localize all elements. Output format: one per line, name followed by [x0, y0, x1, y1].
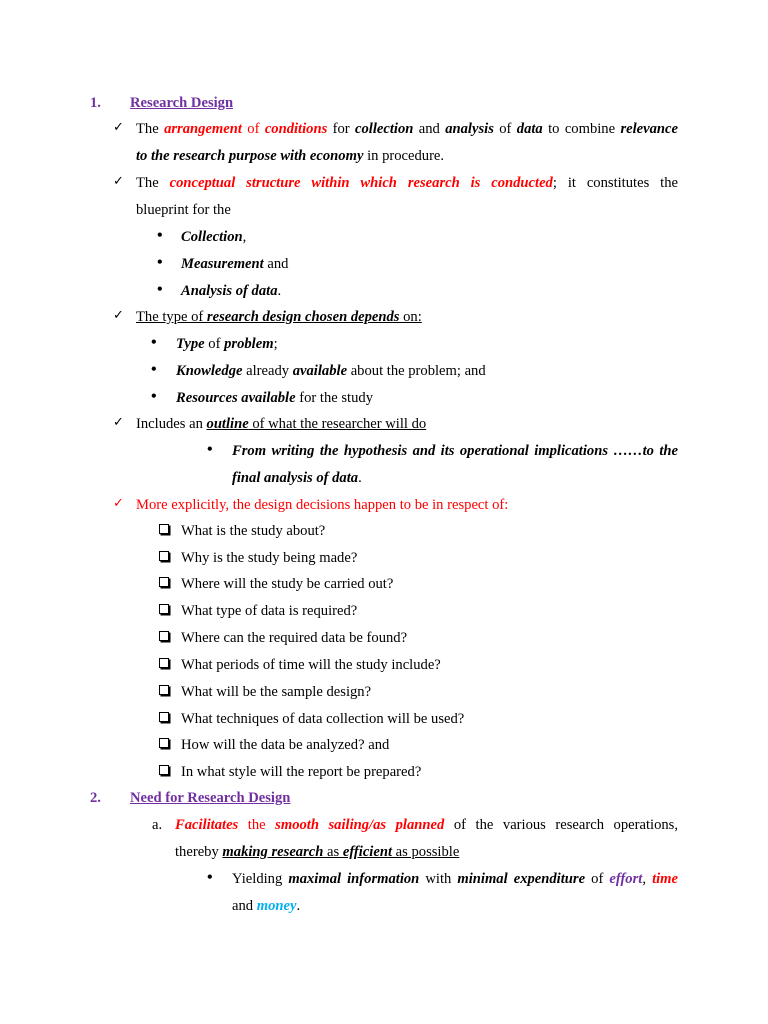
- check-mark-icon: ✓: [113, 174, 124, 189]
- check-mark-icon: ✓: [113, 120, 124, 135]
- text-run: Measurement: [181, 256, 264, 272]
- text-run: The: [136, 121, 165, 137]
- text-run: maximal information: [288, 871, 420, 887]
- list-item: [232, 870, 678, 888]
- text-run: collection: [355, 121, 414, 137]
- list-item: [181, 282, 281, 300]
- text-run: smooth sailing/as planned: [275, 817, 445, 833]
- text-run: of the various research operations,: [444, 817, 678, 833]
- question-item: What will be the sample design?: [181, 684, 372, 700]
- text-run: thereby: [175, 844, 223, 860]
- text-run: From writing the hypothesis and its operational implications ……to the: [232, 443, 678, 459]
- text-run: data: [516, 121, 543, 137]
- text-run: for: [327, 121, 356, 137]
- text-run: ,: [242, 229, 247, 245]
- check-mark-icon: ✓: [113, 308, 124, 323]
- text-run: of what the researcher will do: [248, 416, 427, 432]
- bullet-dot-icon: •: [157, 254, 163, 271]
- text-run: as possible: [392, 844, 460, 860]
- question-item: In what style will the report be prepared?: [181, 764, 422, 780]
- text-run: of: [241, 121, 265, 137]
- text-run: Yielding: [232, 871, 289, 887]
- question-item: What type of data is required?: [181, 603, 358, 619]
- text-run: Collection: [181, 229, 243, 245]
- text-run: of: [585, 871, 610, 887]
- question-item: What periods of time will the study include?: [181, 657, 441, 673]
- bullet-dot-icon: •: [157, 227, 163, 244]
- question-item: How will the data be analyzed? and: [181, 737, 390, 753]
- paragraph-line: [175, 816, 678, 834]
- text-run: effort: [609, 871, 643, 887]
- checkbox-square-icon: [159, 551, 169, 561]
- list-item: [181, 228, 246, 246]
- section-number: 1.: [90, 95, 101, 111]
- text-run: research design chosen depends: [206, 309, 400, 325]
- paragraph-line: [136, 201, 231, 219]
- text-run: arrangement: [164, 121, 242, 137]
- text-run: Resources available: [176, 390, 296, 406]
- text-run: problem: [224, 336, 274, 352]
- bullet-dot-icon: •: [157, 281, 163, 298]
- text-run: relevance: [620, 121, 678, 137]
- checkbox-square-icon: [159, 658, 169, 668]
- text-run: and: [263, 256, 289, 272]
- text-run: of: [493, 121, 517, 137]
- text-run: to the research purpose with economy: [136, 148, 364, 164]
- list-item: [176, 335, 278, 353]
- text-run: Analysis of data: [181, 283, 278, 299]
- paragraph-line: [175, 843, 459, 861]
- list-item: [181, 255, 288, 273]
- text-run: .: [296, 898, 301, 914]
- bullet-dot-icon: •: [151, 388, 157, 405]
- list-item-continued: [232, 897, 300, 915]
- bullet-dot-icon: •: [207, 441, 213, 458]
- list-item: [232, 442, 678, 460]
- paragraph-line: [136, 174, 678, 192]
- text-run: .: [358, 470, 362, 486]
- text-run: outline: [206, 416, 249, 432]
- list-item-continued: [232, 469, 362, 487]
- text-run: time: [652, 871, 679, 887]
- text-run: The: [136, 175, 170, 191]
- question-item: What is the study about?: [181, 523, 326, 539]
- checkbox-square-icon: [159, 631, 169, 641]
- text-run: making research: [222, 844, 324, 860]
- list-letter: a.: [152, 817, 163, 833]
- text-run: ,: [642, 871, 653, 887]
- text-run: to combine: [542, 121, 621, 137]
- text-run: and: [232, 898, 257, 914]
- section-heading: Research Design: [130, 95, 234, 111]
- text-run: minimal expenditure: [457, 871, 586, 887]
- text-run: final analysis of data: [232, 470, 359, 486]
- text-run: efficient: [342, 844, 393, 860]
- text-run: Knowledge: [176, 363, 243, 379]
- text-run: money: [256, 898, 297, 914]
- checkbox-square-icon: [159, 577, 169, 587]
- text-run: The type of: [136, 309, 207, 325]
- checkbox-square-icon: [159, 738, 169, 748]
- checkbox-square-icon: [159, 604, 169, 614]
- text-run: already: [242, 363, 293, 379]
- question-item: Where will the study be carried out?: [181, 576, 394, 592]
- paragraph-line: [136, 147, 444, 165]
- section-heading: Need for Research Design: [130, 790, 291, 806]
- paragraph-line: [136, 308, 422, 326]
- text-run: ; it constitutes the: [552, 175, 678, 191]
- text-run: with: [419, 871, 458, 887]
- text-run: in procedure.: [363, 148, 445, 164]
- text-run: conceptual structure within which research is conducted: [169, 175, 553, 191]
- paragraph-line: [136, 120, 678, 138]
- text-run: Includes an: [136, 416, 207, 432]
- text-run: as: [323, 844, 343, 860]
- check-mark-icon: ✓: [113, 496, 124, 511]
- text-run: available: [292, 363, 348, 379]
- question-item: Why is the study being made?: [181, 550, 358, 566]
- text-run: the: [238, 817, 276, 833]
- checkbox-square-icon: [159, 765, 169, 775]
- paragraph-line: More explicitly, the design decisions happen to be in respect of:: [136, 497, 509, 513]
- text-run: of: [204, 336, 225, 352]
- text-run: Facilitates: [175, 817, 239, 833]
- text-run: about the problem; and: [347, 363, 486, 379]
- text-run: for the study: [295, 390, 373, 406]
- check-mark-icon: ✓: [113, 415, 124, 430]
- checkbox-square-icon: [159, 524, 169, 534]
- bullet-dot-icon: •: [207, 869, 213, 886]
- text-run: conditions: [264, 121, 328, 137]
- text-run: on:: [399, 309, 422, 325]
- text-run: .: [277, 283, 282, 299]
- paragraph-line: [136, 415, 426, 433]
- list-item: [176, 389, 373, 407]
- text-run: and: [413, 121, 446, 137]
- bullet-dot-icon: •: [151, 361, 157, 378]
- text-run: blueprint for the: [136, 202, 231, 218]
- bullet-dot-icon: •: [151, 334, 157, 351]
- text-run: ;: [273, 336, 278, 352]
- question-item: Where can the required data be found?: [181, 630, 408, 646]
- checkbox-square-icon: [159, 685, 169, 695]
- text-run: analysis: [445, 121, 494, 137]
- text-run: Type: [176, 336, 205, 352]
- section-number: 2.: [90, 790, 101, 806]
- question-item: What techniques of data collection will be used?: [181, 711, 465, 727]
- checkbox-square-icon: [159, 712, 169, 722]
- list-item: [176, 362, 486, 380]
